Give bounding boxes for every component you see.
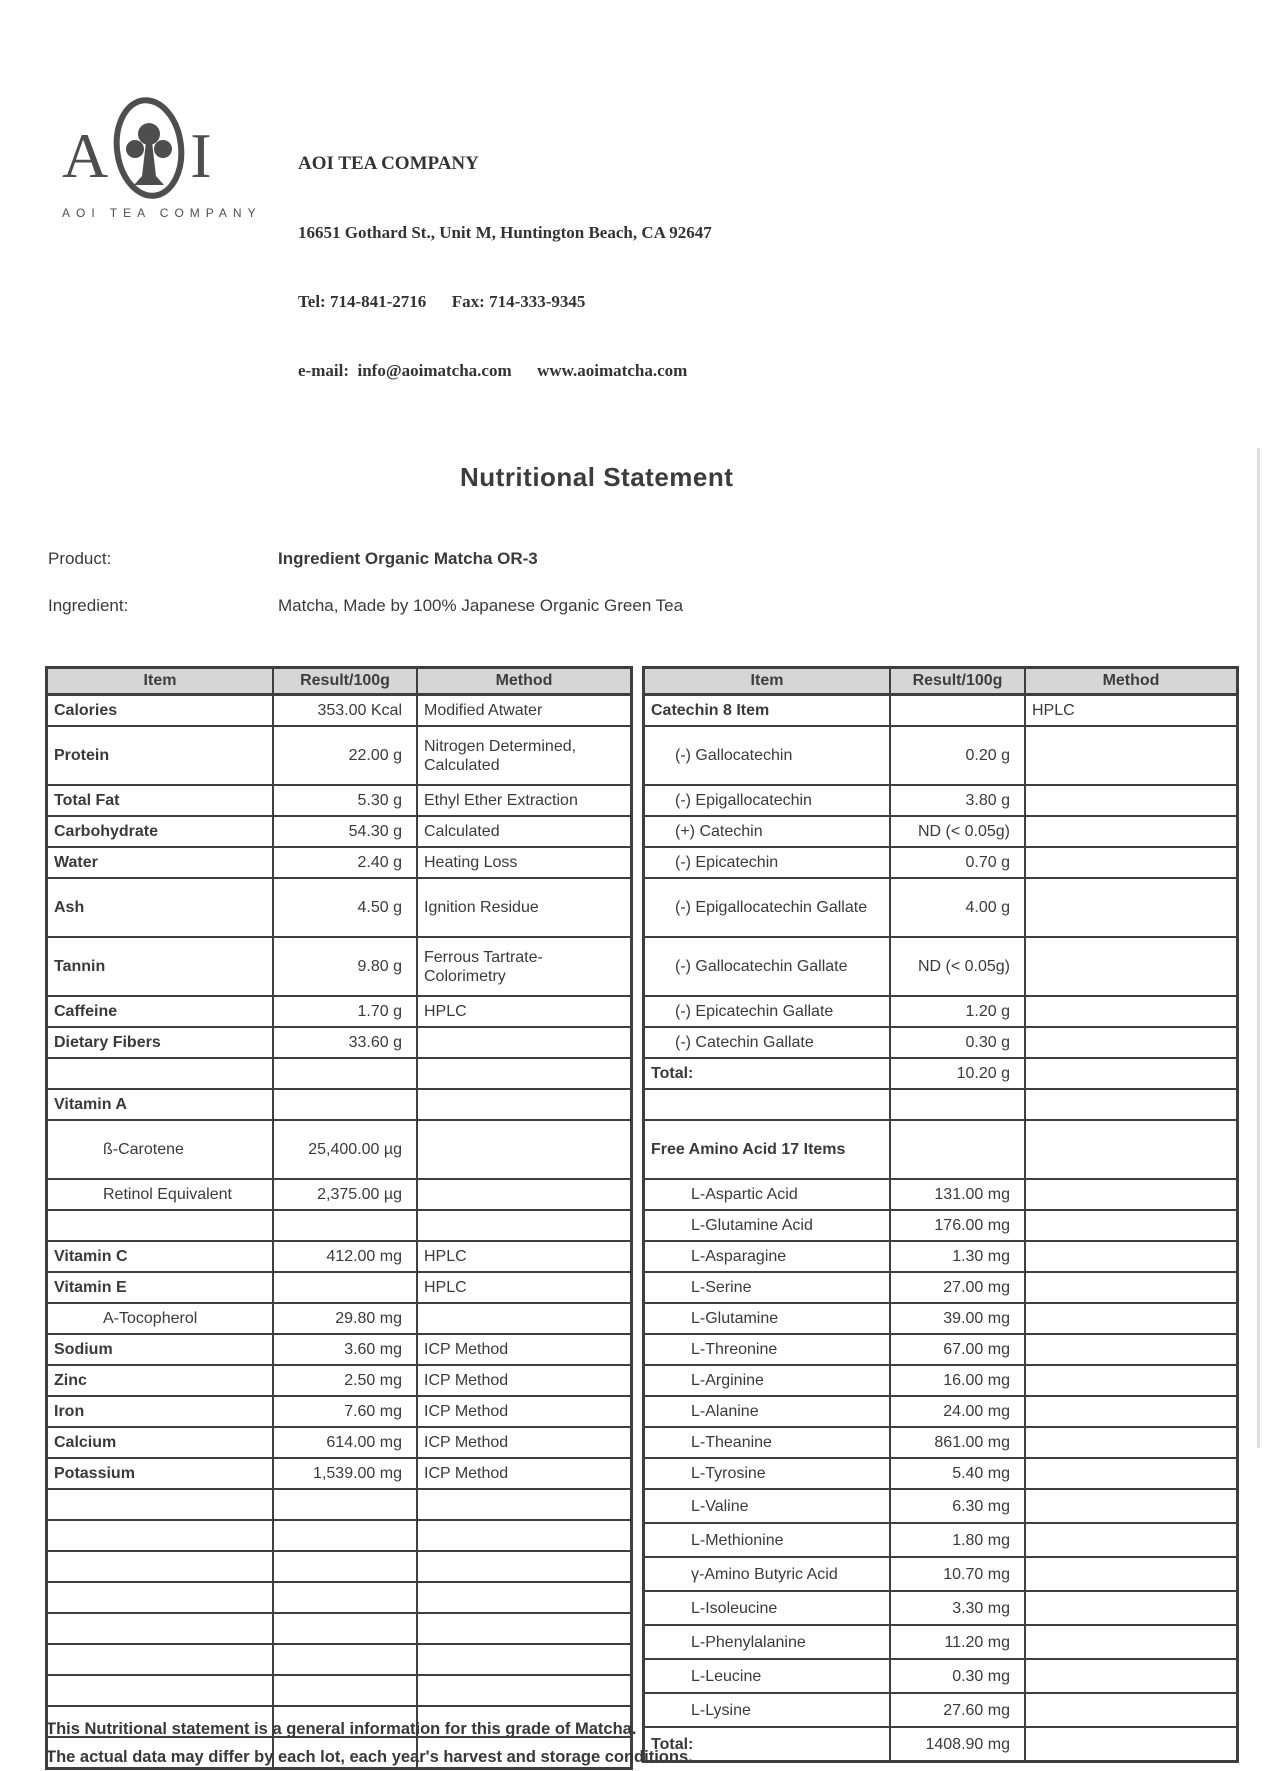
cell-item: [47, 1210, 274, 1241]
cell-method: ICP Method: [417, 1458, 632, 1489]
ingredient-label: Ingredient:: [48, 596, 129, 615]
table-row: [47, 1303, 632, 1334]
cell-item: [47, 1613, 274, 1644]
cell-item: L-Threonine: [644, 1334, 891, 1365]
cell-method: [1025, 1396, 1238, 1427]
cell-item: γ-Amino Butyric Acid: [644, 1557, 891, 1591]
page-title: Nutritional Statement: [460, 462, 734, 492]
cell-method: Modified Atwater: [417, 695, 632, 727]
cell-result: [273, 1551, 417, 1582]
company-email-web: e-mail: info@aoimatcha.com www.aoimatcha.com: [298, 361, 688, 380]
column-header: Result/100g: [890, 668, 1025, 695]
cell-item: L-Tyrosine: [644, 1458, 891, 1489]
cell-item: (-) Epicatechin: [644, 847, 891, 878]
cell-result: 10.20 g: [890, 1058, 1025, 1089]
cell-method: [1025, 1693, 1238, 1727]
logo-letter-a: A: [62, 120, 109, 191]
cell-item: Vitamin E: [47, 1272, 274, 1303]
table-row: [644, 878, 1238, 937]
table-row: [644, 1427, 1238, 1458]
table-row: [47, 816, 632, 847]
cell-result: [273, 1210, 417, 1241]
cell-item: Tannin: [47, 937, 274, 996]
cell-item: (-) Epigallocatechin Gallate: [644, 878, 891, 937]
table-row: [47, 1334, 632, 1365]
company-name: AOI TEA COMPANY: [298, 153, 479, 174]
cell-method: [1025, 1089, 1238, 1120]
cell-result: 5.40 mg: [890, 1458, 1025, 1489]
cell-item: [47, 1582, 274, 1613]
cell-method: [1025, 1303, 1238, 1334]
cell-item: L-Serine: [644, 1272, 891, 1303]
table-row: [47, 1458, 632, 1489]
cell-result: 54.30 g: [273, 816, 417, 847]
cell-item: Water: [47, 847, 274, 878]
cell-item: [644, 1089, 891, 1120]
cell-item: Free Amino Acid 17 Items: [644, 1120, 891, 1179]
table-row: [644, 1272, 1238, 1303]
cell-result: 3.60 mg: [273, 1334, 417, 1365]
cell-item: (+) Catechin: [644, 816, 891, 847]
cell-result: ND (< 0.05g): [890, 937, 1025, 996]
cell-result: 16.00 mg: [890, 1365, 1025, 1396]
column-header: Item: [47, 668, 274, 695]
cell-method: [417, 1027, 632, 1058]
cell-method: ICP Method: [417, 1427, 632, 1458]
table-row: [644, 1693, 1238, 1727]
table-row: [47, 1675, 632, 1706]
cell-item: Retinol Equivalent: [47, 1179, 274, 1210]
cell-result: 2,375.00 µg: [273, 1179, 417, 1210]
cell-method: [1025, 1591, 1238, 1625]
letterhead: [0, 0, 1275, 428]
cell-result: 1.20 g: [890, 996, 1025, 1027]
table-row: [644, 1334, 1238, 1365]
cell-method: [1025, 878, 1238, 937]
cell-item: L-Glutamine Acid: [644, 1210, 891, 1241]
cell-result: 5.30 g: [273, 785, 417, 816]
cell-method: [1025, 1625, 1238, 1659]
cell-result: 1,539.00 mg: [273, 1458, 417, 1489]
cell-method: HPLC: [417, 996, 632, 1027]
cell-item: Protein: [47, 726, 274, 785]
cell-method: [1025, 1210, 1238, 1241]
cell-item: L-Aspartic Acid: [644, 1179, 891, 1210]
cell-result: 7.60 mg: [273, 1396, 417, 1427]
cell-item: L-Alanine: [644, 1396, 891, 1427]
cell-item: [47, 1644, 274, 1675]
cell-method: [417, 1582, 632, 1613]
table-row: [644, 1727, 1238, 1762]
cell-item: Total Fat: [47, 785, 274, 816]
header-row: [644, 668, 1238, 695]
cell-method: Heating Loss: [417, 847, 632, 878]
cell-item: (-) Gallocatechin: [644, 726, 891, 785]
cell-item: [47, 1551, 274, 1582]
cell-item: Dietary Fibers: [47, 1027, 274, 1058]
cell-result: [890, 695, 1025, 727]
cell-method: [1025, 1058, 1238, 1089]
table-row: [47, 695, 632, 727]
table-row: [47, 1427, 632, 1458]
ingredient-row: [48, 596, 1275, 616]
table-row: [47, 1241, 632, 1272]
cell-item: Carbohydrate: [47, 816, 274, 847]
cell-item: (-) Catechin Gallate: [644, 1027, 891, 1058]
cell-item: (-) Gallocatechin Gallate: [644, 937, 891, 996]
table-row: [47, 1058, 632, 1089]
cell-item: Caffeine: [47, 996, 274, 1027]
table-row: [47, 847, 632, 878]
cell-item: L-Glutamine: [644, 1303, 891, 1334]
cell-item: Ash: [47, 878, 274, 937]
cell-method: HPLC: [1025, 695, 1238, 727]
cell-result: 27.00 mg: [890, 1272, 1025, 1303]
logo-caption: AOI TEA COMPANY: [62, 206, 262, 220]
cell-item: L-Valine: [644, 1489, 891, 1523]
cell-result: 11.20 mg: [890, 1625, 1025, 1659]
cell-result: [273, 1272, 417, 1303]
cell-item: [47, 1489, 274, 1520]
table-row: [644, 1489, 1238, 1523]
cell-item: Catechin 8 Item: [644, 695, 891, 727]
column-header: Item: [644, 668, 891, 695]
cell-method: [1025, 1365, 1238, 1396]
cell-result: 9.80 g: [273, 937, 417, 996]
table-row: [47, 1179, 632, 1210]
table-row: [644, 1241, 1238, 1272]
cell-result: 10.70 mg: [890, 1557, 1025, 1591]
table-row: [47, 1489, 632, 1520]
cell-result: 33.60 g: [273, 1027, 417, 1058]
cell-result: [273, 1089, 417, 1120]
cell-item: L-Arginine: [644, 1365, 891, 1396]
cell-method: [1025, 1727, 1238, 1762]
cell-result: 1408.90 mg: [890, 1727, 1025, 1762]
table-row: [644, 1210, 1238, 1241]
cell-item: L-Methionine: [644, 1523, 891, 1557]
cell-method: [1025, 1272, 1238, 1303]
cell-result: 39.00 mg: [890, 1303, 1025, 1334]
cell-result: 1.70 g: [273, 996, 417, 1027]
cell-item: (-) Epigallocatechin: [644, 785, 891, 816]
cell-method: [417, 1303, 632, 1334]
cell-result: 3.30 mg: [890, 1591, 1025, 1625]
cell-method: [1025, 785, 1238, 816]
cell-method: [1025, 1458, 1238, 1489]
table-row: [47, 1365, 632, 1396]
cell-result: 0.30 mg: [890, 1659, 1025, 1693]
cell-item: (-) Epicatechin Gallate: [644, 996, 891, 1027]
cell-result: [273, 1644, 417, 1675]
cell-method: [417, 1489, 632, 1520]
table-row: [644, 1120, 1238, 1179]
table-row: [47, 1027, 632, 1058]
logo-letter-i: I: [190, 120, 212, 191]
table-row: [644, 1659, 1238, 1693]
cell-item: Total:: [644, 1727, 891, 1762]
cell-result: ND (< 0.05g): [890, 816, 1025, 847]
cell-result: 2.40 g: [273, 847, 417, 878]
table-row: [644, 847, 1238, 878]
cell-method: [1025, 847, 1238, 878]
cell-item: Vitamin C: [47, 1241, 274, 1272]
cell-item: Potassium: [47, 1458, 274, 1489]
product-meta: [48, 549, 1275, 616]
cell-method: ICP Method: [417, 1365, 632, 1396]
cell-method: [417, 1520, 632, 1551]
cell-method: [1025, 1557, 1238, 1591]
table-row: [644, 1591, 1238, 1625]
table-row: [47, 1613, 632, 1644]
cell-item: [47, 1675, 274, 1706]
cell-method: [1025, 726, 1238, 785]
table-row: [644, 1303, 1238, 1334]
table-row: [644, 1396, 1238, 1427]
cell-method: HPLC: [417, 1272, 632, 1303]
column-header: Method: [417, 668, 632, 695]
table-row: [644, 1089, 1238, 1120]
table-row: [47, 785, 632, 816]
cell-result: 29.80 mg: [273, 1303, 417, 1334]
cell-result: 27.60 mg: [890, 1693, 1025, 1727]
cell-result: 176.00 mg: [890, 1210, 1025, 1241]
cell-item: Total:: [644, 1058, 891, 1089]
table-row: [644, 785, 1238, 816]
cell-result: 25,400.00 µg: [273, 1120, 417, 1179]
cell-method: [417, 1120, 632, 1179]
table-row: [644, 1365, 1238, 1396]
company-info: [298, 96, 712, 428]
disclaimer-line-2: The actual data may differ by each lot, each year's harvest and storage conditions.: [46, 1748, 693, 1766]
cell-result: [890, 1089, 1025, 1120]
table-row: [644, 726, 1238, 785]
table-row: [47, 1582, 632, 1613]
table-row: [47, 878, 632, 937]
table-row: [644, 1058, 1238, 1089]
cell-method: [417, 1551, 632, 1582]
table-row: [47, 1210, 632, 1241]
table-row: [47, 1520, 632, 1551]
cell-item: Iron: [47, 1396, 274, 1427]
cell-item: Calories: [47, 695, 274, 727]
cell-item: L-Asparagine: [644, 1241, 891, 1272]
table-row: [644, 1523, 1238, 1557]
column-header: Method: [1025, 668, 1238, 695]
cell-result: [273, 1675, 417, 1706]
header-row: [47, 668, 632, 695]
cell-result: 614.00 mg: [273, 1427, 417, 1458]
table-row: [47, 937, 632, 996]
cell-item: [47, 1520, 274, 1551]
cell-result: 0.70 g: [890, 847, 1025, 878]
company-phone-fax: Tel: 714-841-2716 Fax: 714-333-9345: [298, 292, 586, 311]
cell-result: 0.20 g: [890, 726, 1025, 785]
logo-mark: [62, 96, 248, 198]
cell-result: 1.30 mg: [890, 1241, 1025, 1272]
table-row: [644, 937, 1238, 996]
cell-result: 3.80 g: [890, 785, 1025, 816]
table-row: [47, 1120, 632, 1179]
cell-result: [273, 1058, 417, 1089]
cell-item: Sodium: [47, 1334, 274, 1365]
tree-in-ellipse-icon: [110, 96, 188, 200]
cell-result: 2.50 mg: [273, 1365, 417, 1396]
cell-method: [417, 1089, 632, 1120]
cell-result: [273, 1489, 417, 1520]
cell-item: L-Lysine: [644, 1693, 891, 1727]
cell-item: ß-Carotene: [47, 1120, 274, 1179]
cell-method: [1025, 1027, 1238, 1058]
cell-result: 24.00 mg: [890, 1396, 1025, 1427]
cell-result: 131.00 mg: [890, 1179, 1025, 1210]
cell-method: Ferrous Tartrate-Colorimetry: [417, 937, 632, 996]
cell-method: [1025, 1334, 1238, 1365]
product-label: Product:: [48, 549, 112, 568]
cell-method: Ignition Residue: [417, 878, 632, 937]
cell-method: ICP Method: [417, 1334, 632, 1365]
product-value: Ingredient Organic Matcha OR-3: [278, 549, 538, 568]
product-row: [48, 549, 1275, 569]
table-row: [644, 1458, 1238, 1489]
cell-result: 861.00 mg: [890, 1427, 1025, 1458]
table-row: [47, 726, 632, 785]
cell-method: [1025, 1489, 1238, 1523]
cell-result: 1.80 mg: [890, 1523, 1025, 1557]
cell-item: [47, 1058, 274, 1089]
cell-result: 67.00 mg: [890, 1334, 1025, 1365]
cell-method: [1025, 996, 1238, 1027]
cell-method: Calculated: [417, 816, 632, 847]
ingredient-value: Matcha, Made by 100% Japanese Organic Green Tea: [278, 596, 684, 615]
cell-method: [1025, 816, 1238, 847]
table-row: [47, 1644, 632, 1675]
table-row: [47, 996, 632, 1027]
cell-item: L-Leucine: [644, 1659, 891, 1693]
cell-result: 4.50 g: [273, 878, 417, 937]
column-header: Result/100g: [273, 668, 417, 695]
company-address: 16651 Gothard St., Unit M, Huntington Beach, CA 92647: [298, 223, 712, 242]
cell-result: [273, 1520, 417, 1551]
cell-item: Zinc: [47, 1365, 274, 1396]
cell-item: L-Phenylalanine: [644, 1625, 891, 1659]
cell-method: [1025, 1241, 1238, 1272]
table-row: [644, 1179, 1238, 1210]
cell-method: [1025, 1427, 1238, 1458]
table-row: [644, 695, 1238, 727]
cell-method: [417, 1644, 632, 1675]
cell-result: [273, 1613, 417, 1644]
cell-result: 412.00 mg: [273, 1241, 417, 1272]
cell-result: 4.00 g: [890, 878, 1025, 937]
scan-edge-artifact: [1257, 448, 1260, 1448]
cell-result: [890, 1120, 1025, 1179]
table-row: [47, 1089, 632, 1120]
cell-result: 353.00 Kcal: [273, 695, 417, 727]
cell-item: L-Theanine: [644, 1427, 891, 1458]
cell-item: L-Isoleucine: [644, 1591, 891, 1625]
table-row: [47, 1551, 632, 1582]
nutrition-table-right: [642, 666, 1239, 1763]
nutrition-table-left: [45, 666, 633, 1770]
cell-method: [1025, 1179, 1238, 1210]
table-row: [47, 1272, 632, 1303]
cell-method: [417, 1058, 632, 1089]
table-row: [644, 1027, 1238, 1058]
cell-result: [273, 1582, 417, 1613]
cell-method: ICP Method: [417, 1396, 632, 1427]
cell-method: [1025, 1523, 1238, 1557]
table-row: [644, 816, 1238, 847]
cell-result: 0.30 g: [890, 1027, 1025, 1058]
cell-item: A-Tocopherol: [47, 1303, 274, 1334]
cell-method: [417, 1210, 632, 1241]
disclaimer-line-1: This Nutritional statement is a general information for this grade of Matcha.: [46, 1720, 637, 1738]
cell-result: 22.00 g: [273, 726, 417, 785]
table-row: [644, 996, 1238, 1027]
cell-item: Vitamin A: [47, 1089, 274, 1120]
cell-method: [1025, 1120, 1238, 1179]
aoi-logo: [62, 96, 262, 428]
table-row: [644, 1557, 1238, 1591]
table-row: [644, 1625, 1238, 1659]
cell-item: Calcium: [47, 1427, 274, 1458]
cell-method: [417, 1613, 632, 1644]
cell-result: 6.30 mg: [890, 1489, 1025, 1523]
cell-method: [1025, 1659, 1238, 1693]
cell-method: HPLC: [417, 1241, 632, 1272]
cell-method: Nitrogen Determined, Calculated: [417, 726, 632, 785]
cell-method: Ethyl Ether Extraction: [417, 785, 632, 816]
cell-method: [1025, 937, 1238, 996]
cell-method: [417, 1179, 632, 1210]
cell-method: [417, 1675, 632, 1706]
table-row: [47, 1396, 632, 1427]
